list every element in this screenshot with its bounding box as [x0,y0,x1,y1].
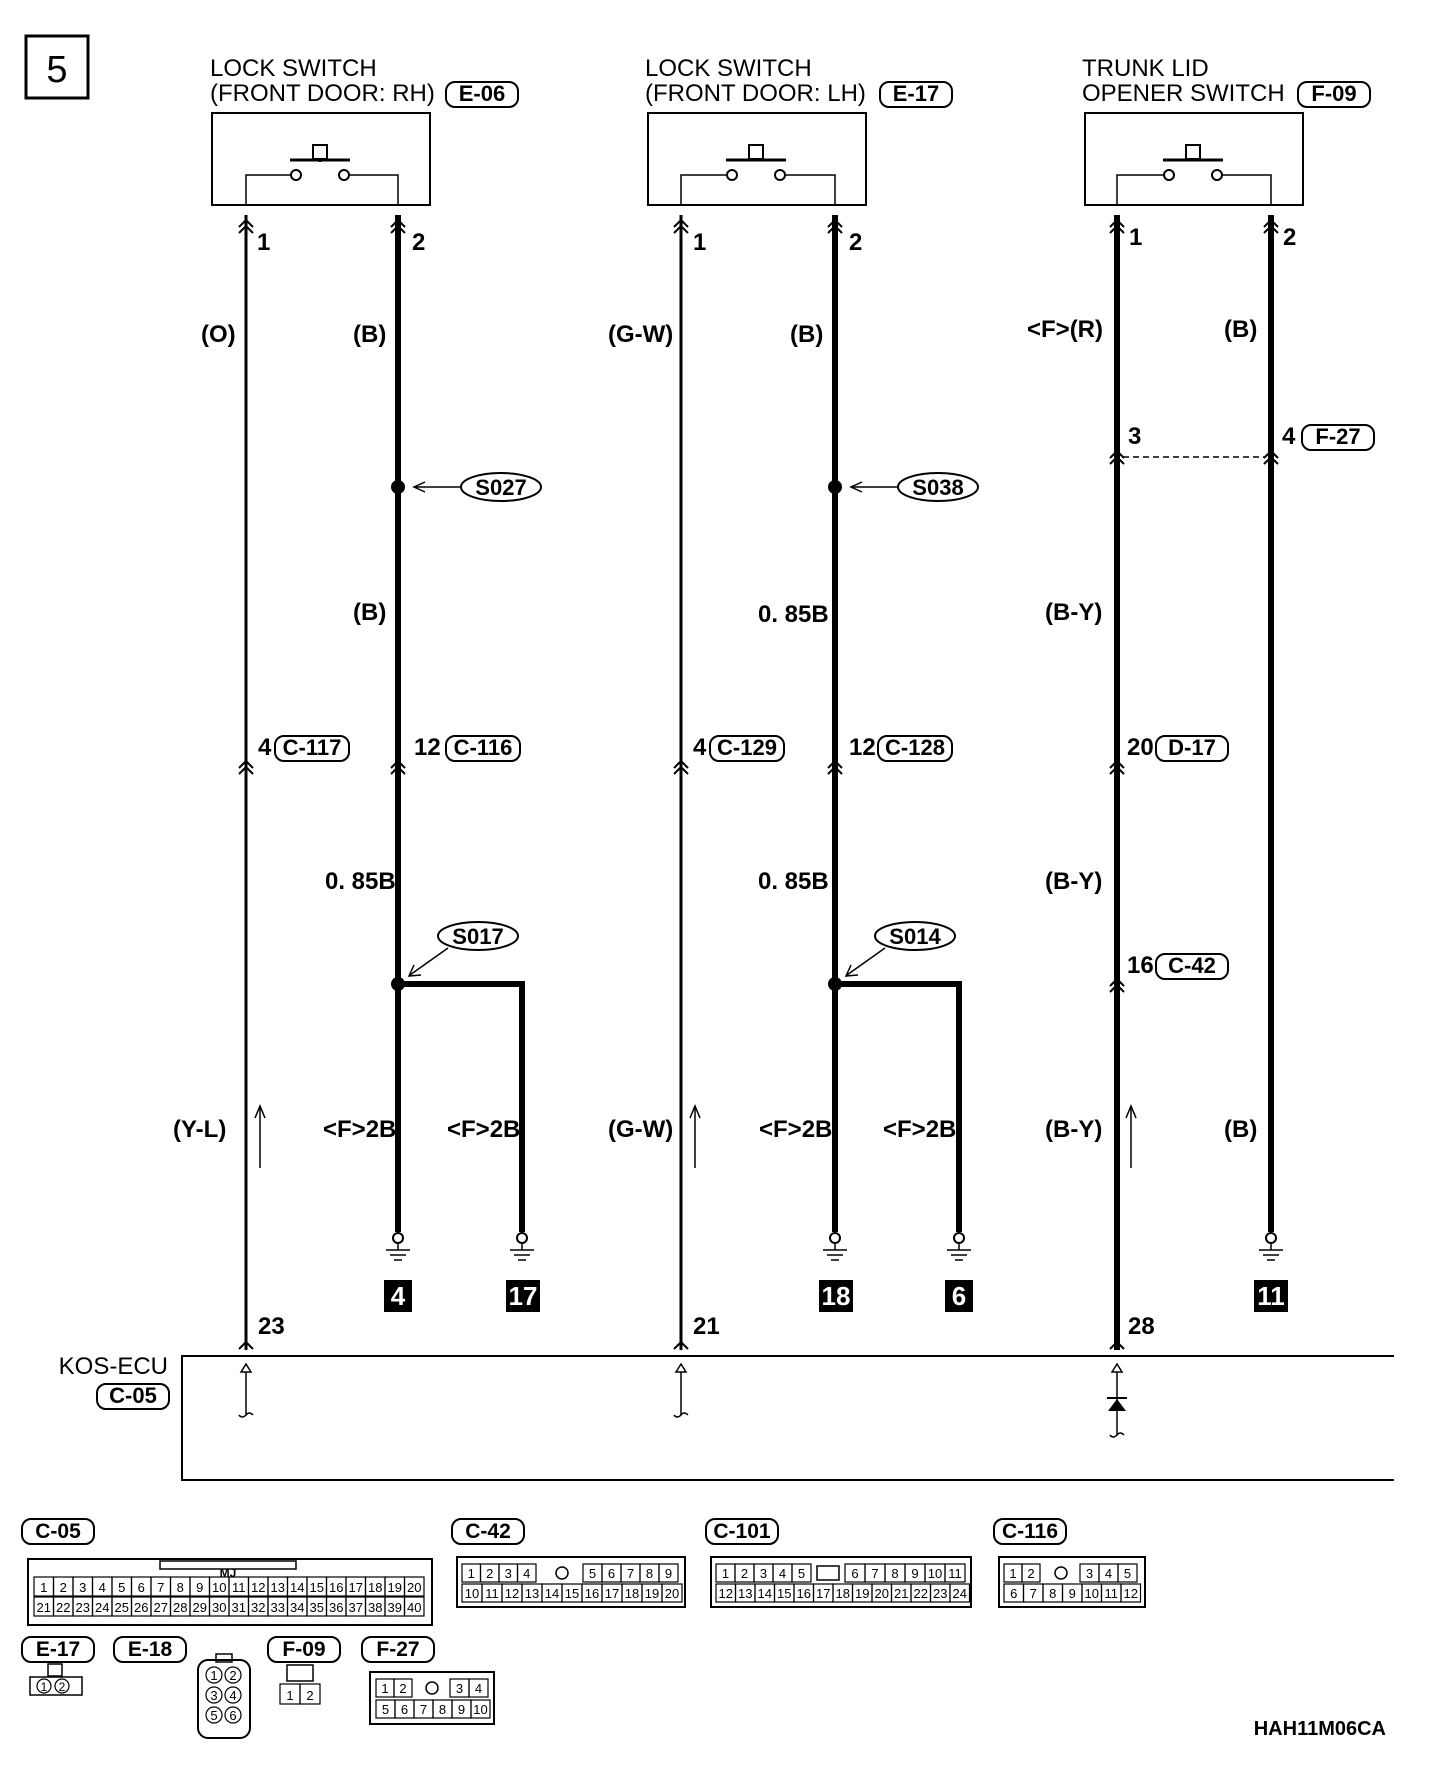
ground-4 [384,1233,412,1312]
c101-r1b-pin: 8 [891,1566,899,1581]
ecu-pin-rh: 23 [258,1313,285,1340]
c116-r1b-pin: 4 [1104,1566,1113,1581]
splice-s017-label: S017 [452,924,504,949]
e17-housing [30,1677,82,1695]
rh2-top-label: (B) [353,321,387,348]
e18-view-label: E-18 [127,1638,173,1661]
c101-view-label: C-101 [713,1520,771,1543]
c129-pin: 4 [693,734,707,761]
c116-r2-pin: 7 [1029,1586,1037,1601]
ground-6-label: 6 [951,1281,967,1311]
ecu-connector: C-05 [109,1383,157,1408]
c42-r2-pin: 18 [624,1586,640,1601]
trunk1-top-label: <F>(R) [1027,316,1104,343]
splice-s014 [828,922,955,991]
lh-branch-wire [835,984,959,1232]
c116-pin: 12 [414,734,441,761]
rh2-mid-label: (B) [353,599,387,626]
c42-key-icon [556,1567,568,1579]
lh-switch-symbol [648,113,866,205]
c05-r2-pin: 36 [329,1600,344,1615]
lh-branch-bottom-label: <F>2B [883,1116,957,1143]
c05-r2-pin: 30 [212,1600,227,1615]
trunk-switch-header [1082,55,1370,107]
c101-r1a-pin: 2 [740,1566,749,1581]
e18-pin: 6 [229,1708,237,1723]
c101-r2-pin: 24 [952,1586,967,1601]
c101-r2-pin: 20 [874,1586,889,1601]
ecu-pin-trunk: 28 [1128,1313,1155,1340]
d17-tag: D-17 [1168,735,1216,760]
c101-r2-pin: 22 [913,1586,928,1601]
e18-pin: 3 [210,1688,218,1703]
f09-view-label: F-09 [282,1638,326,1661]
c101-r1b-pin: 10 [927,1566,943,1581]
rh-pin2-number: 2 [412,229,426,256]
c05-r2-pin: 23 [75,1600,90,1615]
c42-r2-pin: 13 [524,1586,540,1601]
c42-r2-pin: 15 [564,1586,580,1601]
c05-r1-pin: 19 [387,1580,402,1595]
f27-r1a-pin: 1 [381,1681,389,1696]
f27-r1b-pin: 4 [474,1681,483,1696]
splice-s038-label: S038 [912,475,964,500]
lh-lock-switch-header [645,55,952,107]
c116-r2-pin: 11 [1104,1586,1118,1601]
lh-switch-connector: E-17 [892,81,940,106]
c05-r1-pin: 14 [290,1580,305,1595]
c101-r2-pin: 15 [777,1586,792,1601]
lh1-bottom-label: (G-W) [608,1116,674,1143]
c42-r2-pin: 11 [485,1586,499,1601]
ground-11 [1254,1233,1288,1312]
c05-r2-pin: 35 [309,1600,324,1615]
c05-r1-pin: 20 [407,1580,422,1595]
trunk-switch-subtitle: OPENER SWITCH [1082,80,1285,107]
rh1-bottom-label: (Y-L) [173,1116,227,1143]
c101-r1b-pin: 6 [851,1566,859,1581]
c42-r1a-pin: 2 [486,1566,494,1581]
f27-tag: F-27 [1315,424,1361,449]
c05-r2-pin: 28 [173,1600,188,1615]
rh-pin1-number: 1 [257,229,271,256]
c05-r1-pin: 2 [59,1580,67,1595]
ecu-name: KOS-ECU [58,1353,168,1380]
splice-s017 [391,922,518,991]
rh-branch-wire [398,984,522,1232]
c116-r1a-pin: 2 [1027,1566,1035,1581]
c05-r1-pin: 17 [348,1580,363,1595]
e18-housing [198,1660,250,1738]
c116-r2-pin: 10 [1084,1586,1099,1601]
c101-r2-pin: 18 [835,1586,850,1601]
c42-pin: 16 [1127,952,1154,979]
c116-key-icon [1055,1567,1067,1579]
c42-r1a-pin: 1 [467,1566,475,1581]
c42-r1b-pin: 9 [664,1566,673,1581]
trunk-switch-title: TRUNK LID [1082,55,1209,82]
c05-r2-pin: 38 [368,1600,383,1615]
rh2-bottom-label: <F>2B [323,1116,397,1143]
c101-r2-pin: 23 [933,1586,948,1601]
ground-17-label: 17 [508,1281,538,1311]
lh-pin1-number: 1 [693,229,707,256]
f27-r1b-pin: 3 [455,1681,464,1696]
c42-r1b-pin: 7 [626,1566,635,1581]
c05-r1-pin: 12 [251,1580,266,1595]
c128-pin: 12 [849,734,876,761]
c05-r2-pin: 25 [114,1600,129,1615]
c05-r2-pin: 26 [134,1600,149,1615]
c101-r1a-pin: 1 [721,1566,730,1581]
c42-r1a-pin: 4 [523,1566,531,1581]
c116-r1b-pin: 5 [1123,1566,1132,1581]
c05-view-label: C-05 [35,1520,81,1543]
c42-r2-pin: 10 [464,1586,480,1601]
c117-pin: 4 [258,734,272,761]
rh-branch-bottom-label: <F>2B [447,1116,521,1143]
lh-switch-title: LOCK SWITCH [645,55,812,82]
c101-r2-pin: 21 [894,1586,909,1601]
lh2-top-label: (B) [790,321,824,348]
c116-r2-pin: 9 [1068,1586,1076,1601]
c05-r2-pin: 32 [251,1600,266,1615]
c101-r1a-pin: 3 [759,1566,768,1581]
trunk2-top-label: (B) [1224,316,1258,343]
c101-key-icon [817,1566,839,1580]
f09-key [287,1665,313,1681]
c05-r2-pin: 21 [36,1600,51,1615]
ground-17 [506,1233,540,1312]
c101-r2-pin: 12 [718,1586,733,1601]
rh-lock-switch-header [210,55,518,107]
f27-r2-pin: 9 [457,1702,466,1717]
c116-r1a-pin: 1 [1009,1566,1017,1581]
c101-r1b-pin: 9 [911,1566,919,1581]
f27-key-icon [426,1682,438,1694]
inline-connector-tags [275,424,1374,979]
c42-r1a-pin: 3 [504,1566,512,1581]
ground-4-label: 4 [390,1281,406,1311]
trunk1-bottom-label: (B-Y) [1045,1116,1103,1143]
c116-r1b-pin: 3 [1085,1566,1094,1581]
c101-r2-pin: 13 [738,1586,753,1601]
c05-r1-pin: 10 [212,1580,227,1595]
c05-r2-pin: 31 [231,1600,246,1615]
c05-r2-pin: 39 [387,1600,402,1615]
lh2-low-label: 0. 85B [758,868,829,895]
trunk-pin2-number: 2 [1283,224,1297,251]
lh1-top-label: (G-W) [608,321,674,348]
c42-r2-pin: 20 [664,1586,680,1601]
c05-r1-pin: 16 [329,1580,344,1595]
f27-r2-pin: 10 [473,1702,488,1717]
c05-r1-pin: 11 [232,1580,246,1595]
trunk-switch-symbol [1085,113,1303,205]
c05-r1-pin: 5 [118,1580,126,1595]
c05-r2-pin: 22 [56,1600,71,1615]
d17-pin: 20 [1127,734,1154,761]
e17-key [48,1664,62,1676]
f27-r1a-pin: 2 [399,1681,407,1696]
c116-view-label: C-116 [1001,1520,1059,1543]
c42-r2-pin: 16 [584,1586,600,1601]
c101-r1b-pin: 11 [948,1566,962,1581]
e18-pin: 4 [229,1688,237,1703]
c101-r1a-pin: 4 [778,1566,787,1581]
c42-r2-pin: 14 [544,1586,560,1601]
f27-r2-pin: 7 [419,1702,428,1717]
f27-r2-pin: 6 [400,1702,409,1717]
c05-r2-pin: 40 [407,1600,422,1615]
c42-r2-pin: 19 [644,1586,660,1601]
c101-r1b-pin: 7 [871,1566,879,1581]
c05-r1-pin: 9 [196,1580,204,1595]
e18-pin: 2 [229,1668,237,1683]
c05-r1-pin: 3 [79,1580,87,1595]
c101-r1a-pin: 5 [797,1566,806,1581]
c05-r1-pin: 13 [270,1580,285,1595]
trunk-switch-connector: F-09 [1311,81,1357,106]
e17-pin: 1 [40,1680,48,1694]
f27-r2-pin: 8 [438,1702,447,1717]
c117-tag: C-117 [282,735,342,760]
e18-pin: 1 [210,1668,218,1683]
splice-s038 [828,473,978,501]
c05-r1-pin: 15 [309,1580,324,1595]
c05-r1-pin: 6 [137,1580,145,1595]
rh-switch-connector: E-06 [458,81,506,106]
c05-r1-pin: 8 [176,1580,184,1595]
c05-r1-pin: 7 [157,1580,165,1595]
c05-r1-pin: 4 [98,1580,106,1595]
c129-tag: C-129 [717,735,777,760]
c42-r2-pin: 12 [504,1586,520,1601]
ground-11-label: 11 [1257,1281,1285,1311]
lh-pin2-number: 2 [849,229,863,256]
c116-r2-pin: 12 [1123,1586,1138,1601]
trunk1-mid-label: (B-Y) [1045,599,1103,626]
ecu-pin-lh: 21 [693,1313,720,1340]
c42-tag: C-42 [1168,953,1216,978]
ground-6 [945,1233,973,1312]
splice-s027 [391,473,541,501]
connector-face-views [22,1519,1145,1738]
c101-r2-pin: 14 [757,1586,772,1601]
c05-r1-pin: 18 [368,1580,383,1595]
f27-view-label: F-27 [376,1638,420,1661]
c116-r2-pin: 8 [1049,1586,1057,1601]
c116-tag: C-116 [453,735,513,760]
c05-r1-pin: 1 [40,1580,48,1595]
c05-r2-pin: 27 [153,1600,168,1615]
c05-r2-pin: 34 [290,1600,305,1615]
rh-switch-symbol [212,113,430,205]
f27-pin-a: 3 [1128,423,1142,450]
f27-pin-b: 4 [1282,423,1296,450]
rh-switch-title: LOCK SWITCH [210,55,377,82]
c42-view-label: C-42 [465,1520,511,1543]
e17-view-label: E-17 [35,1638,81,1661]
e18-pin: 5 [210,1708,218,1723]
c42-r1b-pin: 8 [645,1566,654,1581]
c05-r2-pin: 24 [95,1600,110,1615]
lh-switch-subtitle: (FRONT DOOR: LH) [645,80,866,107]
ground-18-label: 18 [821,1281,851,1311]
ground-18 [819,1233,853,1312]
e17-pin: 2 [58,1680,66,1694]
wire-color-labels [173,316,1257,1143]
lh2-mid-label: 0. 85B [758,601,829,628]
c42-r1b-pin: 6 [607,1566,616,1581]
page-number: 5 [46,49,68,91]
diagram-code: HAH11M06CA [1253,1718,1386,1740]
f09-pin: 1 [286,1688,294,1703]
c05-marker: MJ [219,1566,237,1580]
c101-r2-pin: 16 [796,1586,811,1601]
c42-r2-pin: 17 [604,1586,620,1601]
c42-r1b-pin: 5 [588,1566,597,1581]
connector-chevrons [239,220,1278,1349]
splice-s027-label: S027 [475,475,527,500]
rh2-low-label: 0. 85B [325,868,396,895]
c05-r2-pin: 33 [270,1600,285,1615]
f09-pin: 2 [306,1688,314,1703]
trunk1-low-label: (B-Y) [1045,868,1103,895]
trunk2-bottom-label: (B) [1224,1116,1258,1143]
f27-r2-pin: 5 [381,1702,390,1717]
lh2-bottom-label: <F>2B [759,1116,833,1143]
c128-tag: C-128 [885,735,945,760]
splice-s014-label: S014 [889,924,941,949]
c101-r2-pin: 17 [816,1586,831,1601]
kos-ecu-block [59,1353,1394,1480]
c05-r2-pin: 29 [192,1600,207,1615]
c101-r2-pin: 19 [855,1586,870,1601]
c05-r2-pin: 37 [348,1600,363,1615]
trunk-pin1-number: 1 [1129,224,1143,251]
c116-r2-pin: 6 [1010,1586,1018,1601]
rh1-top-label: (O) [201,321,236,348]
rh-switch-subtitle: (FRONT DOOR: RH) [210,80,435,107]
pin-numbers [257,224,1296,1340]
